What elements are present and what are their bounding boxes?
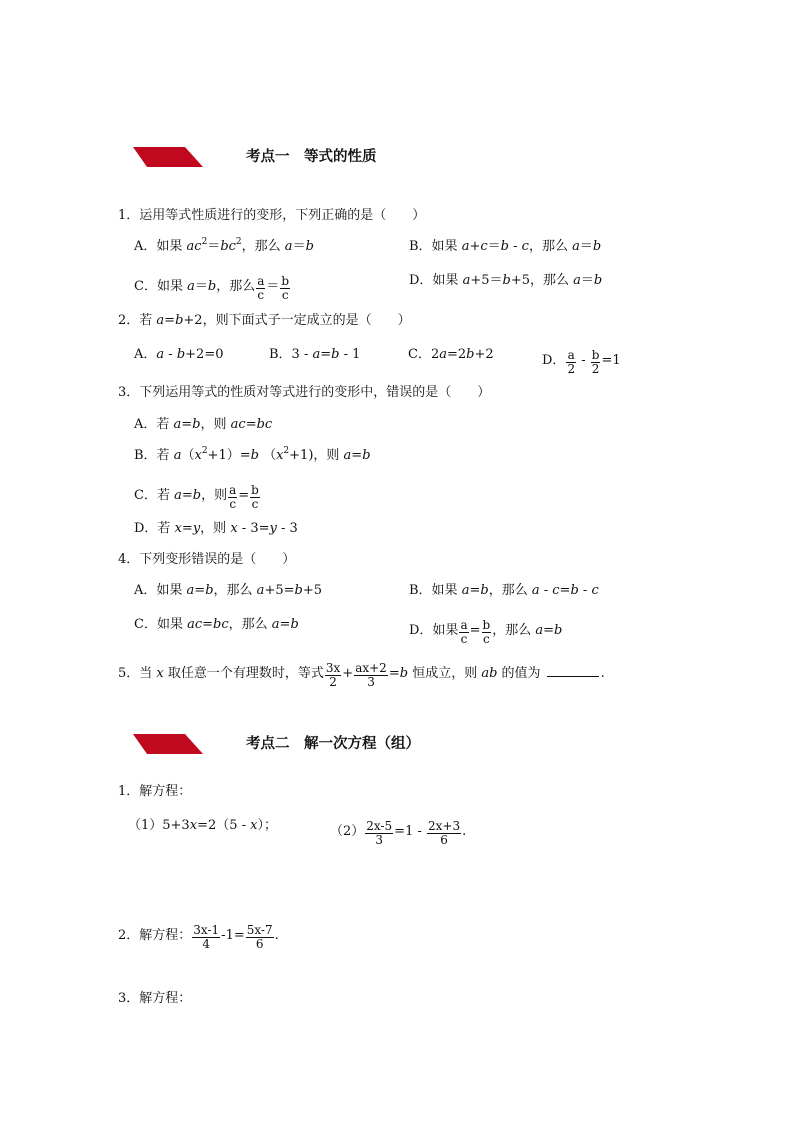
question-3-stem: 3．下列运用等式的性质对等式进行的变形中，错误的是（ ） [118, 385, 491, 400]
s2-question-3-stem: 3．解方程： [118, 991, 192, 1006]
q4-option-a: A．如果 a=b，那么 a+5=b+5 [134, 583, 322, 598]
q1-option-b: B．如果 a+c＝b - c，那么 a＝b [409, 239, 602, 254]
q4-option-c: C．如果 ac=bc，那么 a=b [134, 617, 299, 632]
s2-q1-part-1: （1）5+3x=2（5 - x）； [128, 818, 278, 833]
q1-option-c: C．如果 a＝b，那么 $\frac{a}{c}$ ＝ $\frac{b}{c}$ [134, 274, 290, 302]
question-5-stem: 5．当 x 取任意一个有理数时，等式 $\frac{3x}{2}$ + $\frac{ax+2}{3}$ =b 恒成立，则 ab 的值为 . [118, 661, 605, 689]
q2-option-b: B．3 - a=b - 1 [269, 347, 361, 362]
q3-option-a: A．若 a=b，则 ac=bc [134, 417, 273, 432]
q3-option-d: D．若 x=y，则 x - 3=y - 3 [134, 521, 298, 536]
q2-option-a: A．a - b+2=0 [134, 347, 224, 362]
q3-option-b: B．若 $a(x^2+1)=b$ $(x^2+1)$，则 a=b [134, 446, 371, 463]
question-1-stem: 1．运用等式性质进行的变形，下列正确的是（ ） [118, 208, 426, 223]
section-title-2: 考点二 解一次方程（组） [246, 736, 420, 752]
q2-option-c: C．2a=2b+2 [408, 347, 494, 362]
section-banner-icon [133, 147, 203, 167]
q3-option-c: C．若 a=b，则 $\frac{a}{c}$ = $\frac{b}{c}$ [134, 483, 259, 511]
q2-option-d: D． $\frac{a}{2}$ - $\frac{b}{2}$ =1 [542, 348, 621, 376]
q4-option-b: B．如果 a=b，那么 a - c=b - c [409, 583, 599, 598]
question-4-stem: 4．下列变形错误的是（ ） [118, 552, 296, 567]
s2-q1-part-2: （2） $\frac{2x-5}{3}$ =1 - $\frac{2x+3}{6}$ . [330, 819, 467, 847]
section-title-1: 考点一 等式的性质 [246, 149, 377, 165]
answer-blank[interactable] [547, 664, 599, 677]
question-2-stem: 2．若 a=b+2，则下面式子一定成立的是（ ） [118, 313, 411, 328]
q1-option-a: A．如果 $ac^2=bc^2$，那么 a＝b [134, 237, 314, 254]
q4-option-d: D．如果 $\frac{a}{c}$ = $\frac{b}{c}$ ，那么 a=b [409, 618, 563, 646]
section-banner-icon [133, 734, 203, 754]
s2-question-1-stem: 1．解方程： [118, 784, 192, 799]
q1-option-d: D．如果 a+5＝b+5，那么 a＝b [409, 273, 603, 288]
s2-question-2-stem: 2．解方程： $\frac{3x-1}{4}$ -1= $\frac{5x-7}{6}$ . [118, 923, 279, 951]
